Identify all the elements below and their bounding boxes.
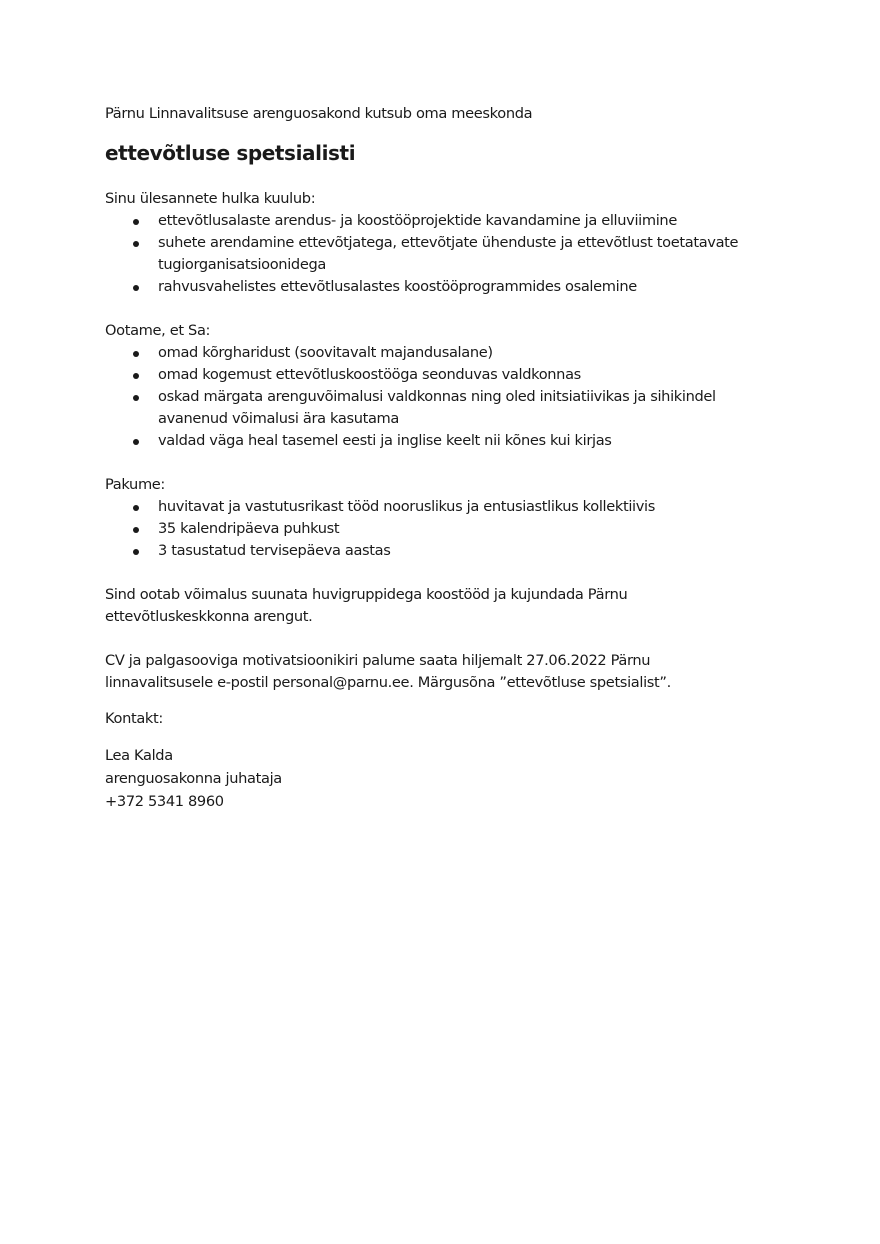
application-line: CV ja palgasooviga motivatsioonikiri palume saata hiljemalt 27.06.2022 Pärnu	[105, 652, 651, 669]
contact-block	[105, 744, 785, 813]
list-item: valdad väga heal tasemel eesti ja inglise keelt nii kõnes kui kirjas	[105, 430, 785, 452]
contact-label: Kontakt:	[105, 710, 163, 727]
document-content	[105, 103, 785, 813]
bullet-icon	[133, 395, 139, 401]
offer-heading: Pakume:	[105, 476, 166, 493]
bullet-icon	[133, 373, 139, 379]
bullet-icon	[133, 439, 139, 445]
list-item: omad kogemust ettevõtluskoostööga seonduvas valdkonnas	[105, 364, 785, 386]
requirements-section	[105, 320, 785, 452]
bullet-icon	[133, 527, 139, 533]
list-item: rahvusvahelistes ettevõtlusalastes koostööprogrammides osalemine	[105, 276, 785, 298]
offer-list	[105, 496, 785, 562]
list-item: suhete arendamine ettevõtjatega, ettevõtjate ühenduste ja ettevõtlust toetatavate tugiorganisatsioonidega	[105, 232, 785, 276]
contact-name: Lea Kalda	[105, 747, 173, 764]
intro-text: Pärnu Linnavalitsuse arenguosakond kutsub oma meeskonda	[105, 105, 533, 122]
job-title: ettevõtluse spetsialisti	[105, 141, 356, 165]
bullet-icon	[133, 219, 139, 225]
offer-section	[105, 474, 785, 562]
opportunity-paragraph	[105, 584, 785, 628]
opportunity-line: ettevõtluskeskkonna arengut.	[105, 608, 313, 625]
list-item: oskad märgata arenguvõimalusi valdkonnas ning oled initsiatiivikas ja sihikindel avanenud võimalusi ära kasutama	[105, 386, 785, 430]
list-item: ettevõtlusalaste arendus- ja koostööprojektide kavandamine ja elluviimine	[105, 210, 785, 232]
bullet-icon	[133, 351, 139, 357]
list-item: 3 tasustatud tervisepäeva aastas	[105, 540, 785, 562]
requirements-heading: Ootame, et Sa:	[105, 322, 211, 339]
duties-heading: Sinu ülesannete hulka kuulub:	[105, 190, 316, 207]
bullet-icon	[133, 505, 139, 511]
application-line: linnavalitsusele e-postil personal@parnu.ee. Märgusõna ”ettevõtluse spetsialist”.	[105, 674, 671, 691]
contact-phone: +372 5341 8960	[105, 793, 224, 810]
duties-section	[105, 188, 785, 298]
requirements-list	[105, 342, 785, 452]
application-paragraph	[105, 650, 785, 694]
list-item: 35 kalendripäeva puhkust	[105, 518, 785, 540]
bullet-icon	[133, 241, 139, 247]
duties-list	[105, 210, 785, 298]
bullet-icon	[133, 549, 139, 555]
bullet-icon	[133, 285, 139, 291]
opportunity-line: Sind ootab võimalus suunata huvigruppidega koostööd ja kujundada Pärnu	[105, 586, 628, 603]
list-item: huvitavat ja vastutusrikast tööd nooruslikus ja entusiastlikus kollektiivis	[105, 496, 785, 518]
contact-role: arenguosakonna juhataja	[105, 770, 282, 787]
list-item: omad kõrgharidust (soovitavalt majandusalane)	[105, 342, 785, 364]
